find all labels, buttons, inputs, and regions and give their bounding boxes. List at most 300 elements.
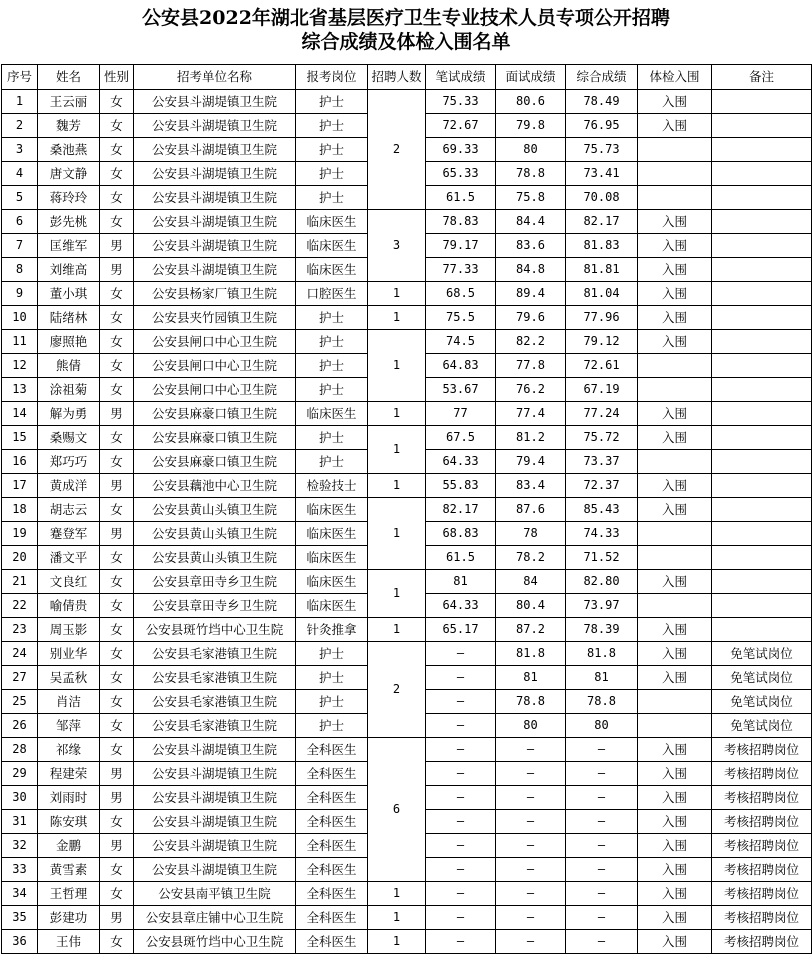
- cell-interview-score: 83.4: [496, 474, 566, 498]
- cell-remarks: [712, 162, 812, 186]
- cell-interview-score: 78.8: [496, 162, 566, 186]
- cell-interview-score: 75.8: [496, 186, 566, 210]
- cell-total-score: 72.61: [566, 354, 638, 378]
- cell-seq: 16: [2, 450, 38, 474]
- cell-total-score: 67.19: [566, 378, 638, 402]
- cell-seq: 29: [2, 762, 38, 786]
- cell-written-score: –: [426, 738, 496, 762]
- cell-interview-score: –: [496, 906, 566, 930]
- cell-name: 郑巧巧: [38, 450, 100, 474]
- cell-seq: 5: [2, 186, 38, 210]
- cell-remarks: 考核招聘岗位: [712, 762, 812, 786]
- cell-unit: 公安县斗湖堤镇卫生院: [134, 738, 296, 762]
- cell-total-score: 78.8: [566, 690, 638, 714]
- cell-total-score: –: [566, 810, 638, 834]
- cell-remarks: [712, 258, 812, 282]
- cell-position: 临床医生: [296, 258, 368, 282]
- cell-remarks: 考核招聘岗位: [712, 906, 812, 930]
- cell-unit: 公安县斗湖堤镇卫生院: [134, 186, 296, 210]
- table-row: [2, 642, 812, 666]
- cell-interview-score: 87.6: [496, 498, 566, 522]
- cell-remarks: 考核招聘岗位: [712, 786, 812, 810]
- cell-remarks: 考核招聘岗位: [712, 810, 812, 834]
- cell-gender: 女: [100, 930, 134, 954]
- cell-seq: 22: [2, 594, 38, 618]
- cell-seq: 14: [2, 402, 38, 426]
- cell-physical-exam: 入围: [638, 810, 712, 834]
- cell-position: 护士: [296, 330, 368, 354]
- cell-unit: 公安县麻豪口镇卫生院: [134, 450, 296, 474]
- cell-seq: 6: [2, 210, 38, 234]
- cell-written-score: 72.67: [426, 114, 496, 138]
- cell-interview-score: 81: [496, 666, 566, 690]
- cell-seq: 31: [2, 810, 38, 834]
- cell-position: 全科医生: [296, 738, 368, 762]
- cell-written-score: 75.5: [426, 306, 496, 330]
- cell-interview-score: 78.2: [496, 546, 566, 570]
- cell-name: 陆绪林: [38, 306, 100, 330]
- cell-name: 彭建功: [38, 906, 100, 930]
- table-row: [2, 210, 812, 234]
- cell-physical-exam: 入围: [638, 114, 712, 138]
- cell-name: 蹇登军: [38, 522, 100, 546]
- cell-written-score: –: [426, 858, 496, 882]
- cell-remarks: 考核招聘岗位: [712, 834, 812, 858]
- cell-seq: 18: [2, 498, 38, 522]
- cell-written-score: 68.5: [426, 282, 496, 306]
- cell-written-score: –: [426, 810, 496, 834]
- cell-interview-score: 81.2: [496, 426, 566, 450]
- cell-total-score: –: [566, 882, 638, 906]
- cell-name: 王伟: [38, 930, 100, 954]
- cell-name: 喻倩贵: [38, 594, 100, 618]
- cell-interview-score: –: [496, 834, 566, 858]
- cell-interview-score: 81.8: [496, 642, 566, 666]
- cell-interview-score: 84.8: [496, 258, 566, 282]
- cell-total-score: 73.97: [566, 594, 638, 618]
- cell-written-score: 77.33: [426, 258, 496, 282]
- cell-unit: 公安县斑竹垱中心卫生院: [134, 618, 296, 642]
- cell-unit: 公安县毛家港镇卫生院: [134, 714, 296, 738]
- cell-recruit-count: 2: [368, 90, 426, 210]
- cell-physical-exam: 入围: [638, 474, 712, 498]
- cell-gender: 男: [100, 522, 134, 546]
- cell-remarks: [712, 474, 812, 498]
- cell-position: 护士: [296, 186, 368, 210]
- cell-unit: 公安县斗湖堤镇卫生院: [134, 90, 296, 114]
- cell-remarks: 考核招聘岗位: [712, 738, 812, 762]
- cell-physical-exam: 入围: [638, 882, 712, 906]
- cell-position: 临床医生: [296, 402, 368, 426]
- header-row: [2, 65, 812, 90]
- cell-interview-score: 79.8: [496, 114, 566, 138]
- cell-name: 肖洁: [38, 690, 100, 714]
- cell-name: 彭先桃: [38, 210, 100, 234]
- header-physical-exam: 体检入围: [638, 65, 712, 90]
- cell-written-score: 77: [426, 402, 496, 426]
- cell-position: 护士: [296, 114, 368, 138]
- cell-unit: 公安县藕池中心卫生院: [134, 474, 296, 498]
- cell-remarks: [712, 330, 812, 354]
- cell-physical-exam: [638, 162, 712, 186]
- cell-name: 桑赐文: [38, 426, 100, 450]
- cell-recruit-count: 1: [368, 282, 426, 306]
- cell-recruit-count: 6: [368, 738, 426, 882]
- cell-name: 周玉影: [38, 618, 100, 642]
- cell-gender: 女: [100, 114, 134, 138]
- cell-physical-exam: [638, 690, 712, 714]
- cell-remarks: [712, 282, 812, 306]
- cell-gender: 女: [100, 90, 134, 114]
- cell-name: 熊倩: [38, 354, 100, 378]
- cell-unit: 公安县斗湖堤镇卫生院: [134, 858, 296, 882]
- cell-gender: 女: [100, 378, 134, 402]
- table-row: [2, 882, 812, 906]
- cell-name: 陈安琪: [38, 810, 100, 834]
- cell-physical-exam: [638, 378, 712, 402]
- cell-recruit-count: 1: [368, 402, 426, 426]
- document-title: [0, 0, 812, 64]
- cell-total-score: 72.37: [566, 474, 638, 498]
- cell-physical-exam: 入围: [638, 90, 712, 114]
- cell-gender: 女: [100, 882, 134, 906]
- cell-gender: 女: [100, 426, 134, 450]
- cell-gender: 女: [100, 186, 134, 210]
- cell-physical-exam: 入围: [638, 234, 712, 258]
- cell-interview-score: 80: [496, 138, 566, 162]
- cell-position: 护士: [296, 138, 368, 162]
- cell-recruit-count: 1: [368, 306, 426, 330]
- cell-position: 护士: [296, 666, 368, 690]
- cell-physical-exam: [638, 522, 712, 546]
- cell-gender: 女: [100, 570, 134, 594]
- cell-remarks: [712, 522, 812, 546]
- cell-unit: 公安县斗湖堤镇卫生院: [134, 138, 296, 162]
- cell-name: 董小琪: [38, 282, 100, 306]
- cell-remarks: 考核招聘岗位: [712, 882, 812, 906]
- cell-unit: 公安县斗湖堤镇卫生院: [134, 834, 296, 858]
- cell-remarks: [712, 138, 812, 162]
- cell-name: 黄成洋: [38, 474, 100, 498]
- cell-total-score: 82.17: [566, 210, 638, 234]
- cell-interview-score: 80.6: [496, 90, 566, 114]
- cell-unit: 公安县斗湖堤镇卫生院: [134, 210, 296, 234]
- cell-remarks: 免笔试岗位: [712, 642, 812, 666]
- cell-interview-score: 78.8: [496, 690, 566, 714]
- cell-written-score: –: [426, 906, 496, 930]
- cell-recruit-count: 3: [368, 210, 426, 282]
- cell-name: 黄雪素: [38, 858, 100, 882]
- cell-written-score: 64.83: [426, 354, 496, 378]
- cell-unit: 公安县章庄铺中心卫生院: [134, 906, 296, 930]
- cell-gender: 男: [100, 762, 134, 786]
- cell-written-score: 68.83: [426, 522, 496, 546]
- cell-gender: 男: [100, 234, 134, 258]
- cell-unit: 公安县麻豪口镇卫生院: [134, 426, 296, 450]
- cell-interview-score: 87.2: [496, 618, 566, 642]
- cell-physical-exam: 入围: [638, 306, 712, 330]
- cell-total-score: 81: [566, 666, 638, 690]
- cell-written-score: 64.33: [426, 594, 496, 618]
- cell-physical-exam: 入围: [638, 402, 712, 426]
- table-row: [2, 306, 812, 330]
- cell-gender: 女: [100, 306, 134, 330]
- cell-interview-score: –: [496, 738, 566, 762]
- cell-unit: 公安县闸口中心卫生院: [134, 378, 296, 402]
- cell-gender: 女: [100, 642, 134, 666]
- cell-written-score: 69.33: [426, 138, 496, 162]
- cell-seq: 4: [2, 162, 38, 186]
- cell-seq: 21: [2, 570, 38, 594]
- cell-unit: 公安县毛家港镇卫生院: [134, 642, 296, 666]
- cell-remarks: [712, 594, 812, 618]
- cell-physical-exam: [638, 450, 712, 474]
- header-seq: 序号: [2, 65, 38, 90]
- cell-remarks: 免笔试岗位: [712, 690, 812, 714]
- cell-unit: 公安县杨家厂镇卫生院: [134, 282, 296, 306]
- cell-unit: 公安县闸口中心卫生院: [134, 330, 296, 354]
- cell-name: 魏芳: [38, 114, 100, 138]
- cell-total-score: 79.12: [566, 330, 638, 354]
- table-row: [2, 474, 812, 498]
- cell-total-score: 73.41: [566, 162, 638, 186]
- cell-seq: 12: [2, 354, 38, 378]
- header-unit: 招考单位名称: [134, 65, 296, 90]
- results-table: [1, 64, 812, 954]
- cell-interview-score: 82.2: [496, 330, 566, 354]
- cell-total-score: –: [566, 858, 638, 882]
- cell-seq: 35: [2, 906, 38, 930]
- cell-gender: 男: [100, 906, 134, 930]
- cell-gender: 女: [100, 162, 134, 186]
- cell-seq: 17: [2, 474, 38, 498]
- cell-name: 唐文静: [38, 162, 100, 186]
- table-row: [2, 906, 812, 930]
- cell-physical-exam: 入围: [638, 786, 712, 810]
- header-interview-score: 面试成绩: [496, 65, 566, 90]
- cell-seq: 28: [2, 738, 38, 762]
- cell-seq: 30: [2, 786, 38, 810]
- cell-total-score: 77.24: [566, 402, 638, 426]
- cell-gender: 女: [100, 738, 134, 762]
- cell-interview-score: 83.6: [496, 234, 566, 258]
- cell-gender: 女: [100, 618, 134, 642]
- cell-seq: 3: [2, 138, 38, 162]
- cell-position: 护士: [296, 306, 368, 330]
- cell-unit: 公安县斗湖堤镇卫生院: [134, 762, 296, 786]
- cell-unit: 公安县斗湖堤镇卫生院: [134, 114, 296, 138]
- header-recruit-count: 招聘人数: [368, 65, 426, 90]
- cell-name: 吴孟秋: [38, 666, 100, 690]
- cell-interview-score: 79.6: [496, 306, 566, 330]
- cell-physical-exam: 入围: [638, 834, 712, 858]
- header-remarks: 备注: [712, 65, 812, 90]
- cell-gender: 男: [100, 786, 134, 810]
- cell-name: 刘维高: [38, 258, 100, 282]
- cell-position: 全科医生: [296, 882, 368, 906]
- cell-physical-exam: [638, 138, 712, 162]
- cell-seq: 36: [2, 930, 38, 954]
- cell-recruit-count: 1: [368, 618, 426, 642]
- table-row: [2, 618, 812, 642]
- cell-position: 护士: [296, 426, 368, 450]
- cell-interview-score: 77.8: [496, 354, 566, 378]
- cell-total-score: –: [566, 786, 638, 810]
- cell-total-score: 73.37: [566, 450, 638, 474]
- cell-seq: 24: [2, 642, 38, 666]
- cell-position: 临床医生: [296, 546, 368, 570]
- cell-unit: 公安县斗湖堤镇卫生院: [134, 234, 296, 258]
- cell-physical-exam: 入围: [638, 666, 712, 690]
- cell-total-score: 74.33: [566, 522, 638, 546]
- table-row: [2, 282, 812, 306]
- cell-physical-exam: 入围: [638, 738, 712, 762]
- cell-gender: 女: [100, 138, 134, 162]
- cell-seq: 15: [2, 426, 38, 450]
- cell-recruit-count: 1: [368, 930, 426, 954]
- cell-name: 蒋玲玲: [38, 186, 100, 210]
- cell-interview-score: 84: [496, 570, 566, 594]
- cell-remarks: [712, 546, 812, 570]
- cell-remarks: [712, 618, 812, 642]
- cell-gender: 女: [100, 690, 134, 714]
- cell-position: 临床医生: [296, 570, 368, 594]
- cell-unit: 公安县斗湖堤镇卫生院: [134, 786, 296, 810]
- cell-unit: 公安县黄山头镇卫生院: [134, 498, 296, 522]
- cell-name: 别业华: [38, 642, 100, 666]
- cell-recruit-count: 1: [368, 498, 426, 570]
- cell-written-score: –: [426, 834, 496, 858]
- cell-total-score: 81.81: [566, 258, 638, 282]
- cell-written-score: 67.5: [426, 426, 496, 450]
- cell-interview-score: 84.4: [496, 210, 566, 234]
- cell-position: 全科医生: [296, 810, 368, 834]
- title-line-1: 公安县2022年湖北省基层医疗卫生专业技术人员专项公开招聘: [142, 7, 670, 29]
- cell-position: 临床医生: [296, 234, 368, 258]
- cell-seq: 26: [2, 714, 38, 738]
- cell-remarks: 考核招聘岗位: [712, 858, 812, 882]
- header-written-score: 笔试成绩: [426, 65, 496, 90]
- cell-physical-exam: 入围: [638, 762, 712, 786]
- cell-seq: 13: [2, 378, 38, 402]
- cell-written-score: –: [426, 714, 496, 738]
- cell-total-score: 85.43: [566, 498, 638, 522]
- cell-physical-exam: [638, 186, 712, 210]
- cell-name: 程建荣: [38, 762, 100, 786]
- cell-written-score: –: [426, 690, 496, 714]
- cell-remarks: [712, 306, 812, 330]
- cell-written-score: –: [426, 882, 496, 906]
- cell-gender: 女: [100, 330, 134, 354]
- cell-gender: 女: [100, 282, 134, 306]
- cell-name: 廖照艳: [38, 330, 100, 354]
- cell-unit: 公安县毛家港镇卫生院: [134, 666, 296, 690]
- cell-unit: 公安县斗湖堤镇卫生院: [134, 162, 296, 186]
- cell-physical-exam: 入围: [638, 570, 712, 594]
- cell-total-score: 70.08: [566, 186, 638, 210]
- cell-gender: 女: [100, 450, 134, 474]
- cell-unit: 公安县毛家港镇卫生院: [134, 690, 296, 714]
- cell-gender: 男: [100, 258, 134, 282]
- cell-total-score: 75.72: [566, 426, 638, 450]
- cell-seq: 7: [2, 234, 38, 258]
- cell-name: 文良红: [38, 570, 100, 594]
- table-row: [2, 570, 812, 594]
- cell-physical-exam: 入围: [638, 618, 712, 642]
- cell-total-score: 81.04: [566, 282, 638, 306]
- cell-unit: 公安县黄山头镇卫生院: [134, 546, 296, 570]
- cell-name: 匡维军: [38, 234, 100, 258]
- cell-physical-exam: 入围: [638, 858, 712, 882]
- cell-total-score: –: [566, 930, 638, 954]
- cell-gender: 男: [100, 834, 134, 858]
- cell-total-score: –: [566, 834, 638, 858]
- cell-gender: 女: [100, 354, 134, 378]
- cell-total-score: 75.73: [566, 138, 638, 162]
- cell-position: 临床医生: [296, 498, 368, 522]
- cell-physical-exam: 入围: [638, 426, 712, 450]
- header-gender: 性别: [100, 65, 134, 90]
- cell-written-score: 65.17: [426, 618, 496, 642]
- cell-written-score: 79.17: [426, 234, 496, 258]
- cell-interview-score: –: [496, 786, 566, 810]
- cell-interview-score: –: [496, 882, 566, 906]
- cell-written-score: –: [426, 642, 496, 666]
- cell-seq: 25: [2, 690, 38, 714]
- cell-recruit-count: 1: [368, 426, 426, 474]
- cell-physical-exam: 入围: [638, 258, 712, 282]
- cell-physical-exam: 入围: [638, 906, 712, 930]
- cell-remarks: [712, 426, 812, 450]
- cell-seq: 19: [2, 522, 38, 546]
- cell-gender: 女: [100, 714, 134, 738]
- cell-gender: 男: [100, 474, 134, 498]
- cell-recruit-count: 2: [368, 642, 426, 738]
- cell-seq: 11: [2, 330, 38, 354]
- cell-interview-score: –: [496, 762, 566, 786]
- cell-position: 护士: [296, 162, 368, 186]
- cell-physical-exam: 入围: [638, 930, 712, 954]
- title-line-2: 综合成绩及体检入围名单: [301, 31, 511, 53]
- cell-remarks: [712, 186, 812, 210]
- cell-written-score: 65.33: [426, 162, 496, 186]
- table-body: [2, 90, 812, 954]
- cell-physical-exam: [638, 354, 712, 378]
- cell-written-score: 64.33: [426, 450, 496, 474]
- cell-position: 临床医生: [296, 210, 368, 234]
- cell-remarks: [712, 498, 812, 522]
- cell-gender: 女: [100, 594, 134, 618]
- cell-seq: 33: [2, 858, 38, 882]
- cell-seq: 34: [2, 882, 38, 906]
- cell-interview-score: 80.4: [496, 594, 566, 618]
- cell-interview-score: –: [496, 858, 566, 882]
- cell-written-score: 53.67: [426, 378, 496, 402]
- cell-physical-exam: [638, 594, 712, 618]
- cell-position: 护士: [296, 690, 368, 714]
- cell-position: 检验技士: [296, 474, 368, 498]
- cell-recruit-count: 1: [368, 474, 426, 498]
- cell-remarks: [712, 90, 812, 114]
- cell-position: 护士: [296, 378, 368, 402]
- cell-interview-score: 79.4: [496, 450, 566, 474]
- cell-name: 解为勇: [38, 402, 100, 426]
- cell-gender: 男: [100, 402, 134, 426]
- cell-remarks: 考核招聘岗位: [712, 930, 812, 954]
- cell-recruit-count: 1: [368, 906, 426, 930]
- cell-total-score: –: [566, 762, 638, 786]
- header-position: 报考岗位: [296, 65, 368, 90]
